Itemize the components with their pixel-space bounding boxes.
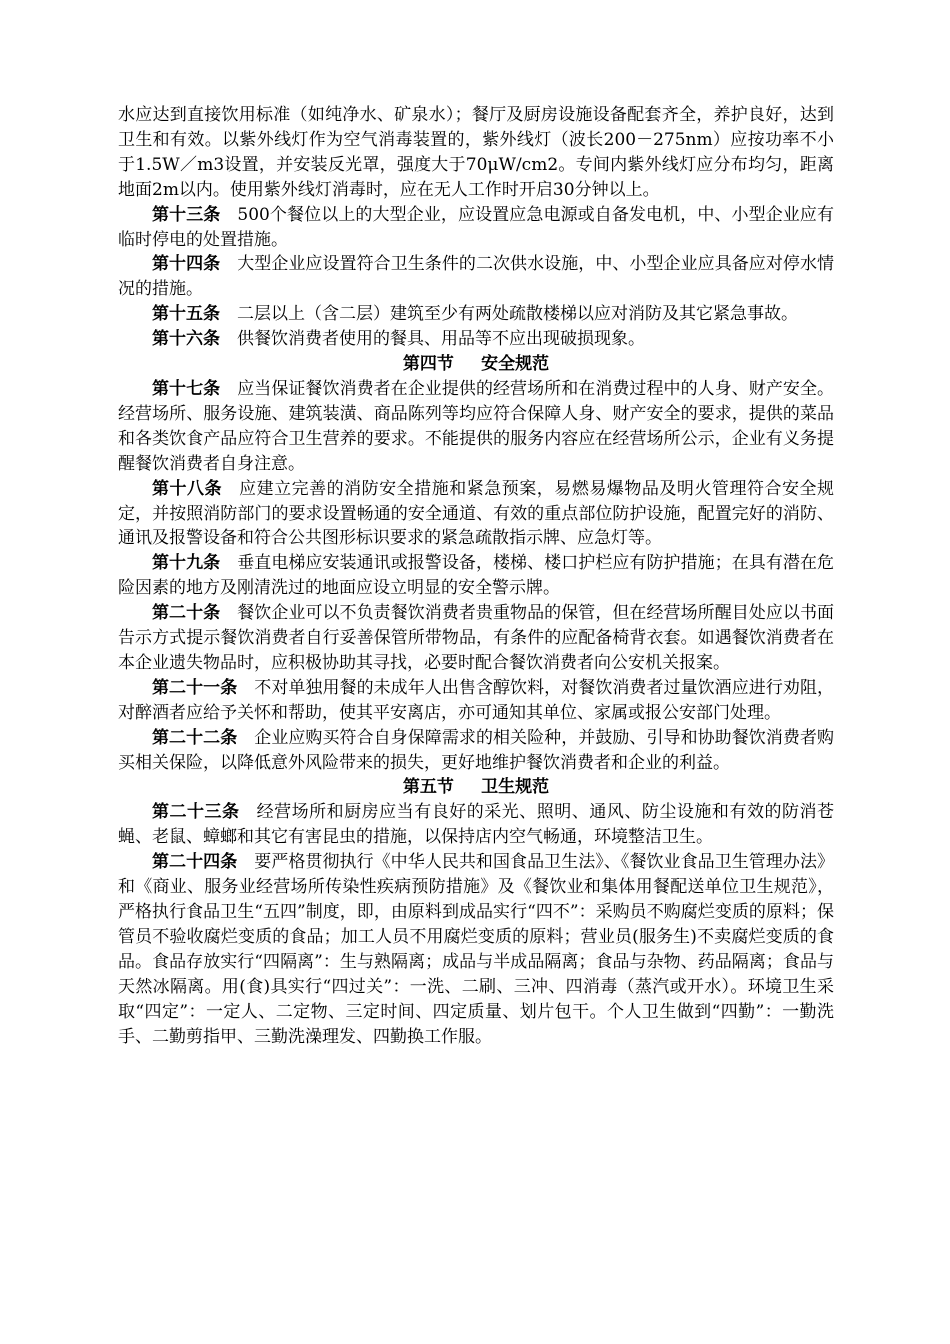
article-15 [118, 302, 834, 327]
article-number: 第二十四条 [152, 852, 238, 873]
section-heading-4 [118, 352, 834, 377]
article-text: 要严格贯彻执行《中华人民共和国食品卫生法》、《餐饮业食品卫生管理办法》和《商业、服务业经营场所传染性疾病预防措施》及《餐饮业和集体用餐配送单位卫生规范》，严格执行食品卫生“五四”制度，即，由原料到成品实行“四不”：采购员不购腐烂变质的原料；保管员不验收腐烂变质的食品；加工人员不用腐烂变质的原料；营业员(服务生)不卖腐烂变质的食品。食品存放实行“四隔离”：生与熟隔离；成品与半成品隔离；食品与杂物、药品隔离；食品与天然冰隔离。用(食)具实行“四过关”：一洗、二刷、三冲、四消毒（蒸汽或开水）。环境卫生采取“四定”：一定人、二定物、三定时间、四定质量、划片包干。个人卫生做到“四勤”：一勤洗手、二勤剪指甲、三勤洗澡理发、四勤换工作服。 [118, 852, 835, 1047]
article-text: 经营场所和厨房应当有良好的采光、照明、通风、防尘设施和有效的防消苍蝇、老鼠、蟑螂和其它有害昆虫的措施，以保持店内空气畅通，环境整洁卫生。 [118, 802, 835, 848]
document-body [118, 103, 834, 1049]
article-text: 500个餐位以上的大型企业，应设置应急电源或自备发电机，中、小型企业应有临时停电的处置措施。 [118, 204, 835, 250]
article-21 [118, 676, 834, 726]
article-number: 第十三条 [152, 204, 221, 225]
section-title: 安全规范 [481, 354, 550, 375]
article-number: 第十九条 [152, 553, 221, 574]
article-text: 企业应购买符合自身保障需求的相关险种，并鼓励、引导和协助餐饮消费者购买相关保险，以降低意外风险带来的损失，更好地维护餐饮消费者和企业的利益。 [118, 727, 835, 773]
article-text: 不对单独用餐的未成年人出售含醇饮料，对餐饮消费者过量饮酒应进行劝阻，对醉酒者应给予关怀和帮助，使其平安离店，亦可通知其单位、家属或报公安部门处理。 [118, 677, 835, 723]
article-number: 第二十三条 [152, 802, 240, 823]
article-16 [118, 327, 834, 352]
article-13 [118, 203, 834, 253]
article-number: 第二十一条 [152, 677, 238, 698]
section-number: 第四节 [402, 354, 454, 375]
section-number: 第五节 [402, 777, 454, 798]
article-number: 第十四条 [152, 254, 221, 275]
article-text: 二层以上（含二层）建筑至少有两处疏散楼梯以应对消防及其它紧急事故。 [237, 304, 798, 325]
article-24 [118, 850, 834, 1049]
article-14 [118, 252, 834, 302]
section-title: 卫生规范 [481, 777, 550, 798]
article-text: 垂直电梯应安装通讯或报警设备，楼梯、楼口护栏应有防护措施；在具有潜在危险因素的地方及刚清洗过的地面应设立明显的安全警示牌。 [118, 553, 835, 599]
article-number: 第十八条 [152, 478, 223, 499]
intro-paragraph: 水应达到直接饮用标准（如纯净水、矿泉水）；餐厅及厨房设施设备配套齐全，养护良好，达到卫生和有效。以紫外线灯作为空气消毒装置的，紫外线灯（波长200－275nm）应按功率不小于1.5W／m3设置，并安装反光罩，强度大于70μW/cm2。专间内紫外线灯应分布均匀，距离地面2m以内。使用紫外线灯消毒时，应在无人工作时开启30分钟以上。 [118, 105, 834, 200]
article-text: 大型企业应设置符合卫生条件的二次供水设施，中、小型企业应具备应对停水情况的措施。 [118, 254, 835, 300]
article-number: 第二十二条 [152, 727, 238, 748]
article-18 [118, 477, 834, 552]
article-23 [118, 800, 834, 850]
article-19 [118, 551, 834, 601]
article-text: 供餐饮消费者使用的餐具、用品等不应出现破损现象。 [237, 329, 645, 350]
article-number: 第十五条 [152, 304, 220, 325]
article-20 [118, 601, 834, 676]
article-number: 第十七条 [152, 378, 221, 399]
article-text: 餐饮企业可以不负责餐饮消费者贵重物品的保管，但在经营场所醒目处应以书面告示方式提示餐饮消费者自行妥善保管所带物品，有条件的应配备椅背衣套。如遇餐饮消费者在本企业遗失物品时，应积极协助其寻找，必要时配合餐饮消费者向公安机关报案。 [118, 603, 835, 673]
article-text: 应当保证餐饮消费者在企业提供的经营场所和在消费过程中的人身、财产安全。经营场所、服务设施、建筑装潢、商品陈列等均应符合保障人身、财产安全的要求，提供的菜品和各类饮食产品应符合卫生营养的要求。不能提供的服务内容应在经营场所公示，企业有义务提醒餐饮消费者自身注意。 [118, 378, 835, 474]
article-number: 第十六条 [152, 329, 220, 350]
article-22 [118, 726, 834, 776]
article-text: 应建立完善的消防安全措施和紧急预案，易燃易爆物品及明火管理符合安全规定，并按照消防部门的要求设置畅通的安全通道、有效的重点部位防护设施，配置完好的消防、通讯及报警设备和符合公共图形标识要求的紧急疏散指示牌、应急灯等。 [118, 478, 835, 549]
section-heading-5 [118, 775, 834, 800]
article-number: 第二十条 [152, 603, 221, 624]
article-17 [118, 377, 834, 477]
